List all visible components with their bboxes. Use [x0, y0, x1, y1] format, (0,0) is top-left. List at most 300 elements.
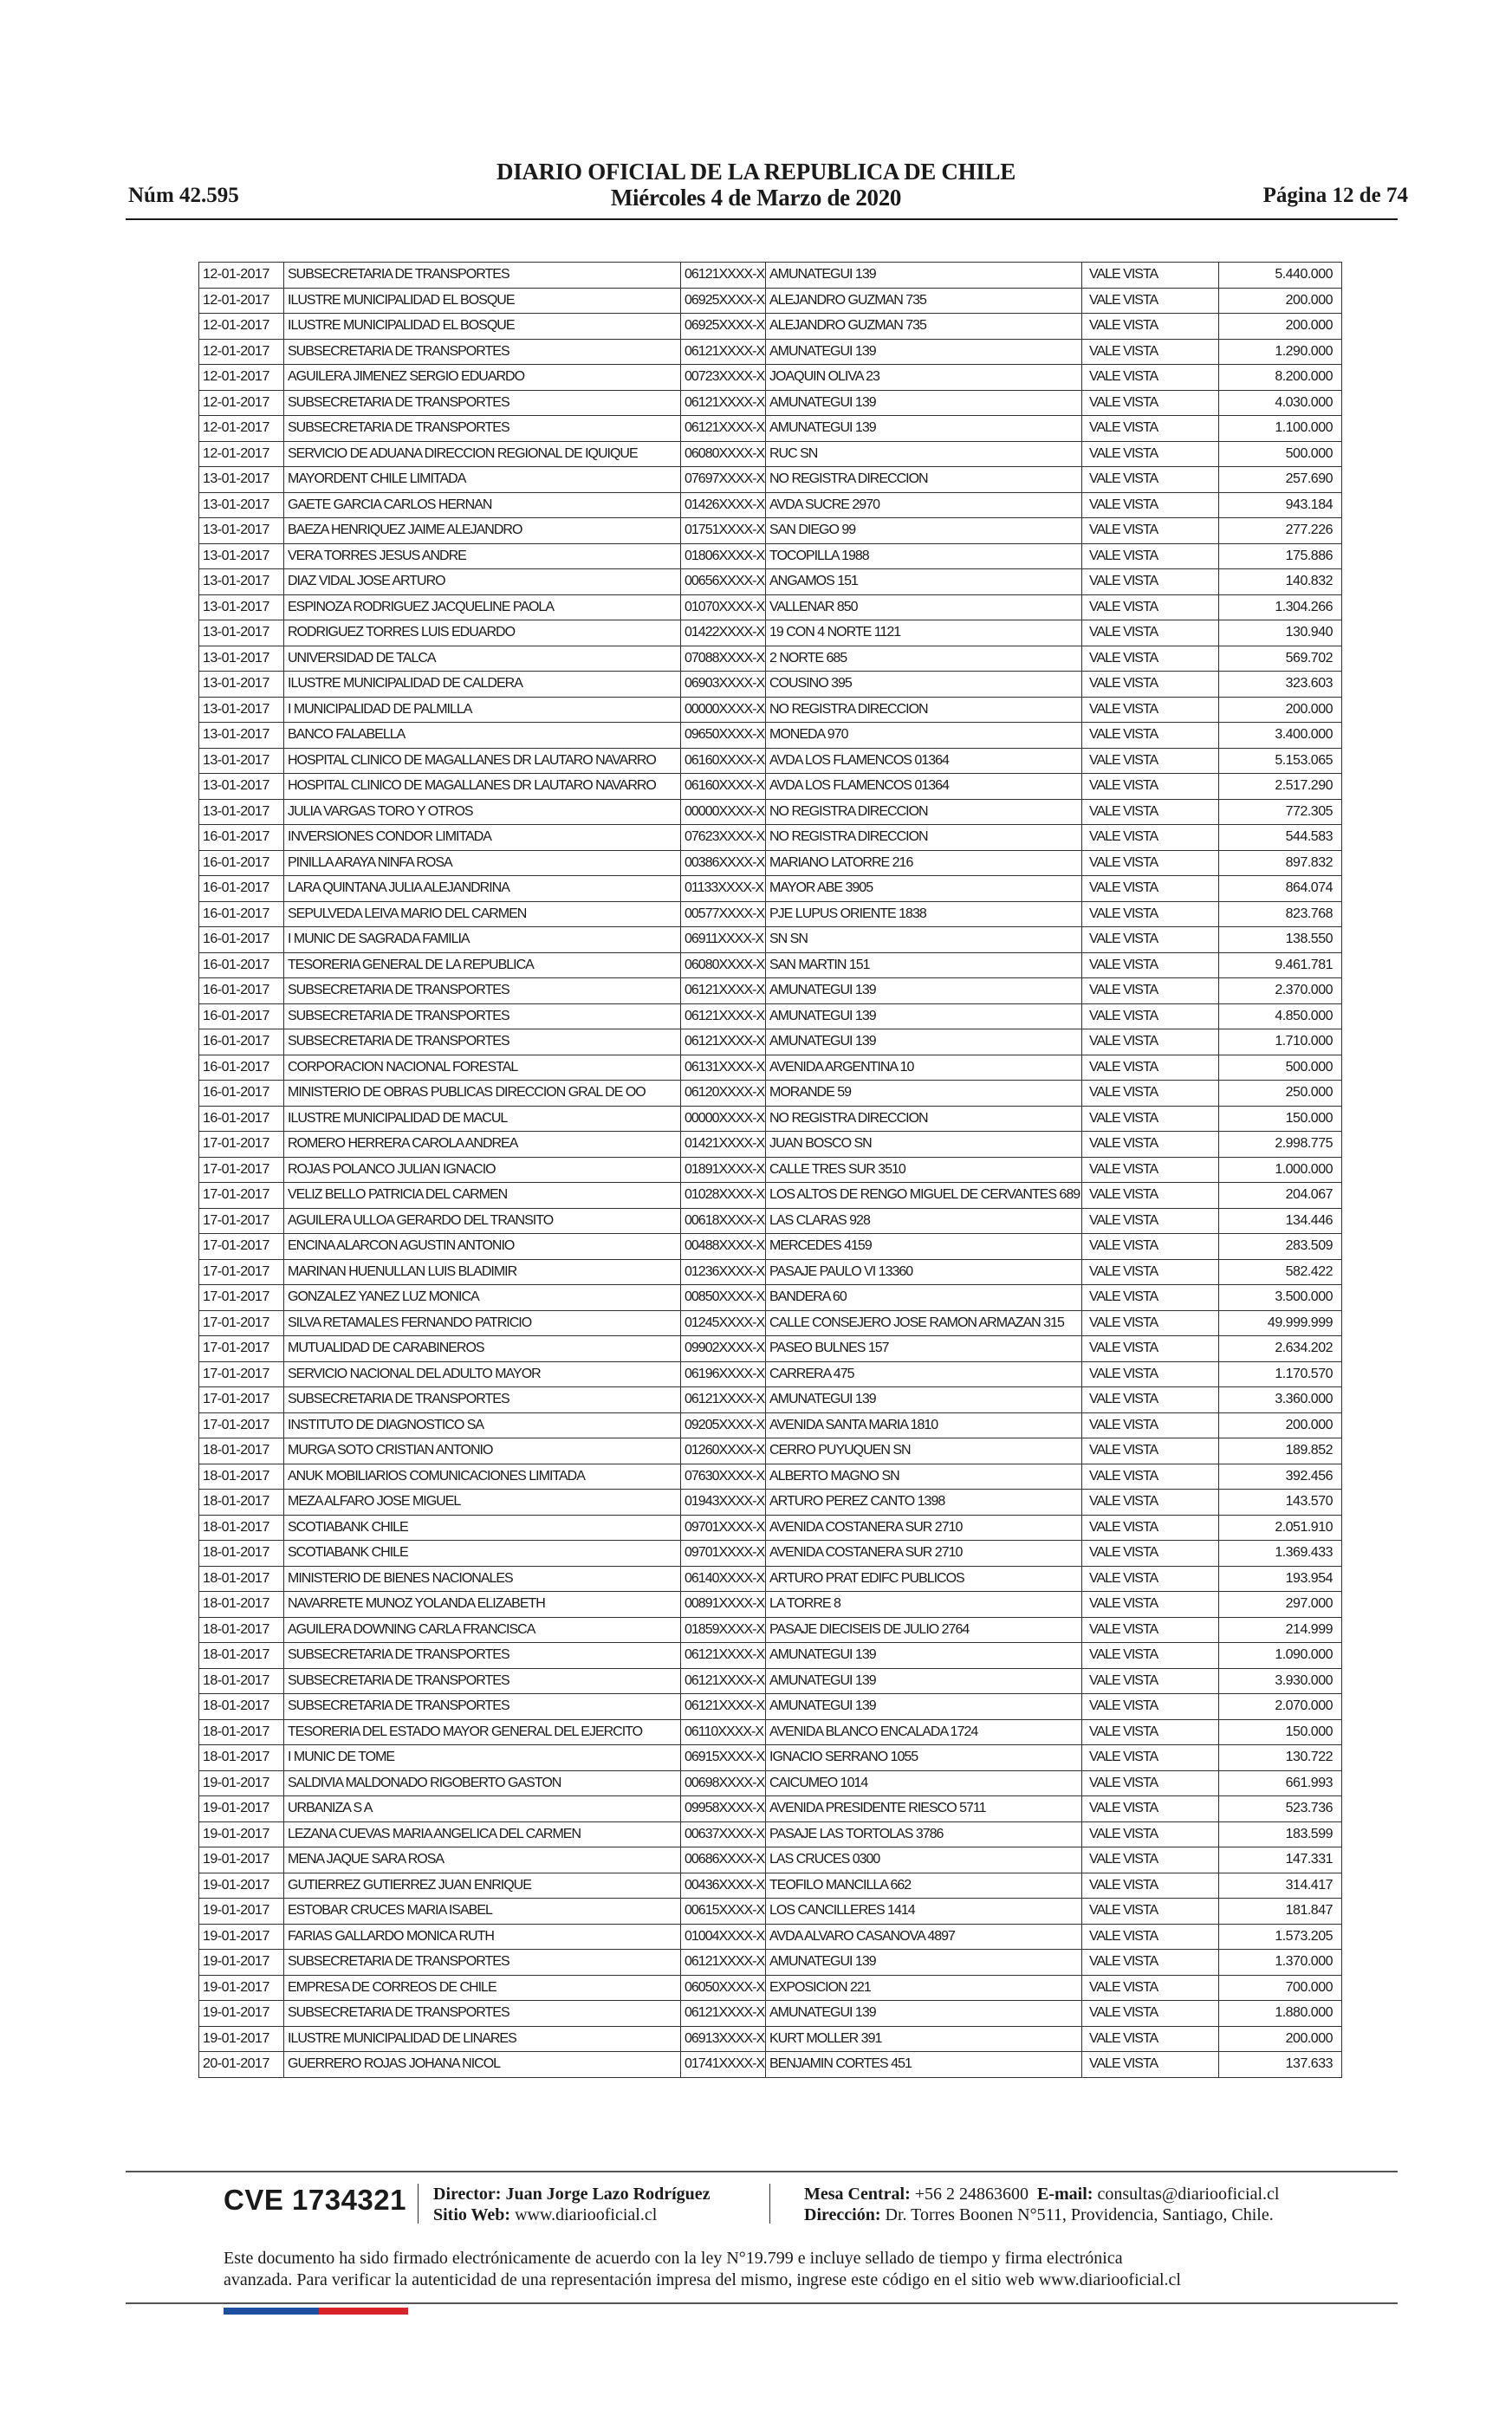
- cell-medio: VALE VISTA: [1082, 723, 1219, 749]
- cell-direccion: TOCOPILLA 1988: [766, 543, 1082, 569]
- cell-direccion: AVENIDA ARGENTINA 10: [766, 1055, 1082, 1081]
- cell-medio: VALE VISTA: [1082, 1899, 1219, 1925]
- cell-nombre: SUBSECRETARIA DE TRANSPORTES: [284, 1003, 681, 1029]
- cell-rut: 06120XXXX-X: [681, 1081, 766, 1107]
- table-row: [199, 1899, 1342, 1925]
- cell-nombre: GUTIERREZ GUTIERREZ JUAN ENRIQUE: [284, 1873, 681, 1899]
- cell-monto: 1.290.000: [1219, 339, 1342, 365]
- cell-rut: 06913XXXX-X: [681, 2026, 766, 2052]
- cell-direccion: AVDA LOS FLAMENCOS 01364: [766, 748, 1082, 774]
- cell-direccion: ALEJANDRO GUZMAN 735: [766, 314, 1082, 340]
- cell-monto: 200.000: [1219, 314, 1342, 340]
- publication-date: Miércoles 4 de Marzo de 2020: [610, 185, 902, 211]
- cell-medio: VALE VISTA: [1082, 1950, 1219, 1976]
- cell-fecha: 19-01-2017: [199, 1821, 284, 1847]
- website-label: Sitio Web:: [433, 2205, 511, 2224]
- cell-monto: 1.573.205: [1219, 1924, 1342, 1950]
- cell-rut: 00000XXXX-X: [681, 697, 766, 723]
- cell-direccion: AVENIDA COSTANERA SUR 2710: [766, 1515, 1082, 1541]
- cell-rut: 09701XXXX-X: [681, 1515, 766, 1541]
- cell-fecha: 12-01-2017: [199, 263, 284, 289]
- cell-medio: VALE VISTA: [1082, 850, 1219, 876]
- cell-monto: 283.509: [1219, 1234, 1342, 1260]
- cell-monto: 9.461.781: [1219, 952, 1342, 978]
- cell-fecha: 13-01-2017: [199, 543, 284, 569]
- director-label: Director:: [433, 2185, 502, 2204]
- cell-direccion: VALLENAR 850: [766, 594, 1082, 620]
- cell-monto: 5.440.000: [1219, 263, 1342, 289]
- cell-fecha: 18-01-2017: [199, 1566, 284, 1592]
- table-row: [199, 748, 1342, 774]
- cell-nombre: AGUILERA ULLOA GERARDO DEL TRANSITO: [284, 1208, 681, 1234]
- cell-medio: VALE VISTA: [1082, 2001, 1219, 2027]
- cell-fecha: 13-01-2017: [199, 569, 284, 595]
- table-row: [199, 1745, 1342, 1771]
- cell-medio: VALE VISTA: [1082, 1796, 1219, 1822]
- cell-monto: 140.832: [1219, 569, 1342, 595]
- cell-rut: 06160XXXX-X: [681, 774, 766, 800]
- table-row: [199, 1208, 1342, 1234]
- flag-stripe-red: [319, 2308, 408, 2315]
- cell-nombre: GAETE GARCIA CARLOS HERNAN: [284, 492, 681, 518]
- cell-direccion: SAN MARTIN 151: [766, 952, 1082, 978]
- table-row: [199, 901, 1342, 927]
- cell-fecha: 19-01-2017: [199, 1770, 284, 1796]
- page-number: Página 12 de 74: [1262, 184, 1408, 207]
- cell-monto: 1.369.433: [1219, 1541, 1342, 1567]
- table-row: [199, 1975, 1342, 2001]
- cell-nombre: INVERSIONES CONDOR LIMITADA: [284, 825, 681, 851]
- cell-monto: 1.880.000: [1219, 2001, 1342, 2027]
- cell-monto: 3.360.000: [1219, 1387, 1342, 1413]
- cell-direccion: AMUNATEGUI 139: [766, 2001, 1082, 2027]
- table-row: [199, 594, 1342, 620]
- cell-medio: VALE VISTA: [1082, 416, 1219, 442]
- cell-direccion: AMUNATEGUI 139: [766, 1387, 1082, 1413]
- cell-nombre: SUBSECRETARIA DE TRANSPORTES: [284, 2001, 681, 2027]
- cell-rut: 01806XXXX-X: [681, 543, 766, 569]
- cell-rut: 09958XXXX-X: [681, 1796, 766, 1822]
- cell-fecha: 13-01-2017: [199, 518, 284, 544]
- cell-monto: 2.051.910: [1219, 1515, 1342, 1541]
- table-row: [199, 288, 1342, 314]
- table-row: [199, 646, 1342, 672]
- table-row: [199, 927, 1342, 953]
- table-row: [199, 620, 1342, 646]
- cell-rut: 06121XXXX-X: [681, 1950, 766, 1976]
- cell-fecha: 16-01-2017: [199, 850, 284, 876]
- mesa-phone: +56 2 24863600: [914, 2185, 1029, 2204]
- table-row: [199, 1617, 1342, 1643]
- cell-rut: 06110XXXX-X: [681, 1719, 766, 1745]
- cell-medio: VALE VISTA: [1082, 569, 1219, 595]
- cell-direccion: 2 NORTE 685: [766, 646, 1082, 672]
- cell-rut: 01236XXXX-X: [681, 1259, 766, 1285]
- table-row: [199, 1336, 1342, 1362]
- table-row: [199, 543, 1342, 569]
- cell-direccion: NO REGISTRA DIRECCION: [766, 697, 1082, 723]
- cell-monto: 204.067: [1219, 1183, 1342, 1209]
- cell-monto: 2.070.000: [1219, 1694, 1342, 1720]
- cell-direccion: LAS CLARAS 928: [766, 1208, 1082, 1234]
- cell-medio: VALE VISTA: [1082, 1412, 1219, 1438]
- cell-monto: 2.370.000: [1219, 978, 1342, 1004]
- cell-rut: 07623XXXX-X: [681, 825, 766, 851]
- cell-rut: 06121XXXX-X: [681, 416, 766, 442]
- cell-monto: 2.998.775: [1219, 1132, 1342, 1158]
- cell-medio: VALE VISTA: [1082, 441, 1219, 467]
- cell-fecha: 18-01-2017: [199, 1668, 284, 1694]
- cell-monto: 523.736: [1219, 1796, 1342, 1822]
- director-name: Juan Jorge Lazo Rodríguez: [505, 2185, 711, 2204]
- cell-monto: 3.930.000: [1219, 1668, 1342, 1694]
- table-row: [199, 1234, 1342, 1260]
- cell-fecha: 13-01-2017: [199, 697, 284, 723]
- cell-rut: 01070XXXX-X: [681, 594, 766, 620]
- cell-nombre: FARIAS GALLARDO MONICA RUTH: [284, 1924, 681, 1950]
- cell-rut: 06121XXXX-X: [681, 1029, 766, 1055]
- cell-nombre: TESORERIA GENERAL DE LA REPUBLICA: [284, 952, 681, 978]
- cell-fecha: 12-01-2017: [199, 441, 284, 467]
- cell-fecha: 16-01-2017: [199, 876, 284, 902]
- cell-direccion: AMUNATEGUI 139: [766, 1694, 1082, 1720]
- cell-monto: 3.500.000: [1219, 1285, 1342, 1311]
- cell-medio: VALE VISTA: [1082, 1821, 1219, 1847]
- cell-nombre: ESPINOZA RODRIGUEZ JACQUELINE PAOLA: [284, 594, 681, 620]
- cell-monto: 1.304.266: [1219, 594, 1342, 620]
- cell-medio: VALE VISTA: [1082, 390, 1219, 416]
- cell-rut: 00386XXXX-X: [681, 850, 766, 876]
- table-row: [199, 2026, 1342, 2052]
- table-row: [199, 978, 1342, 1004]
- cell-nombre: MARINAN HUENULLAN LUIS BLADIMIR: [284, 1259, 681, 1285]
- cell-medio: VALE VISTA: [1082, 1668, 1219, 1694]
- cell-fecha: 12-01-2017: [199, 288, 284, 314]
- cell-rut: 01751XXXX-X: [681, 518, 766, 544]
- cell-fecha: 18-01-2017: [199, 1694, 284, 1720]
- cell-fecha: 13-01-2017: [199, 492, 284, 518]
- website-link[interactable]: www.diariooficial.cl: [515, 2205, 658, 2224]
- cell-fecha: 17-01-2017: [199, 1336, 284, 1362]
- cell-rut: 06121XXXX-X: [681, 978, 766, 1004]
- cell-nombre: DIAZ VIDAL JOSE ARTURO: [284, 569, 681, 595]
- cell-direccion: ALEJANDRO GUZMAN 735: [766, 288, 1082, 314]
- cell-monto: 189.852: [1219, 1438, 1342, 1464]
- table-row: [199, 2052, 1342, 2078]
- table-row: [199, 492, 1342, 518]
- cell-rut: 01133XXXX-X: [681, 876, 766, 902]
- cell-medio: VALE VISTA: [1082, 518, 1219, 544]
- table-row: [199, 697, 1342, 723]
- cell-direccion: CARRERA 475: [766, 1361, 1082, 1387]
- cell-fecha: 16-01-2017: [199, 1003, 284, 1029]
- cell-nombre: HOSPITAL CLINICO DE MAGALLANES DR LAUTARO NAVARRO: [284, 774, 681, 800]
- cell-fecha: 13-01-2017: [199, 594, 284, 620]
- cell-fecha: 18-01-2017: [199, 1617, 284, 1643]
- cell-direccion: PASAJE DIECISEIS DE JULIO 2764: [766, 1617, 1082, 1643]
- cell-monto: 147.331: [1219, 1847, 1342, 1873]
- cell-medio: VALE VISTA: [1082, 1566, 1219, 1592]
- cell-direccion: AVDA ALVARO CASANOVA 4897: [766, 1924, 1082, 1950]
- table-row: [199, 1924, 1342, 1950]
- cell-nombre: ILUSTRE MUNICIPALIDAD DE LINARES: [284, 2026, 681, 2052]
- cell-nombre: SCOTIABANK CHILE: [284, 1515, 681, 1541]
- cell-direccion: LA TORRE 8: [766, 1592, 1082, 1618]
- cell-direccion: MARIANO LATORRE 216: [766, 850, 1082, 876]
- cell-medio: VALE VISTA: [1082, 799, 1219, 825]
- cell-rut: 01260XXXX-X: [681, 1438, 766, 1464]
- cell-monto: 297.000: [1219, 1592, 1342, 1618]
- cell-monto: 2.634.202: [1219, 1336, 1342, 1362]
- cell-fecha: 18-01-2017: [199, 1464, 284, 1490]
- cell-fecha: 17-01-2017: [199, 1132, 284, 1158]
- cell-nombre: VELIZ BELLO PATRICIA DEL CARMEN: [284, 1183, 681, 1209]
- table-row: [199, 1412, 1342, 1438]
- cell-fecha: 16-01-2017: [199, 978, 284, 1004]
- table-row: [199, 825, 1342, 851]
- cell-rut: 09650XXXX-X: [681, 723, 766, 749]
- cell-nombre: AGUILERA DOWNING CARLA FRANCISCA: [284, 1617, 681, 1643]
- table-row: [199, 1643, 1342, 1669]
- cell-direccion: CALLE TRES SUR 3510: [766, 1157, 1082, 1183]
- cell-fecha: 19-01-2017: [199, 2026, 284, 2052]
- cell-medio: VALE VISTA: [1082, 1592, 1219, 1618]
- cell-medio: VALE VISTA: [1082, 1310, 1219, 1336]
- email-link[interactable]: consultas@diariooficial.cl: [1097, 2185, 1280, 2204]
- cell-monto: 943.184: [1219, 492, 1342, 518]
- cell-nombre: SERVICIO DE ADUANA DIRECCION REGIONAL DE IQUIQUE: [284, 441, 681, 467]
- cell-nombre: ESTOBAR CRUCES MARIA ISABEL: [284, 1899, 681, 1925]
- cell-monto: 4.030.000: [1219, 390, 1342, 416]
- cell-rut: 06925XXXX-X: [681, 314, 766, 340]
- cell-monto: 214.999: [1219, 1617, 1342, 1643]
- table-row: [199, 850, 1342, 876]
- cell-medio: VALE VISTA: [1082, 1438, 1219, 1464]
- cell-nombre: SUBSECRETARIA DE TRANSPORTES: [284, 1668, 681, 1694]
- cell-monto: 5.153.065: [1219, 748, 1342, 774]
- cell-nombre: BANCO FALABELLA: [284, 723, 681, 749]
- cell-fecha: 17-01-2017: [199, 1412, 284, 1438]
- cell-nombre: LEZANA CUEVAS MARIA ANGELICA DEL CARMEN: [284, 1821, 681, 1847]
- cell-monto: 200.000: [1219, 1412, 1342, 1438]
- table-row: [199, 1387, 1342, 1413]
- cell-direccion: AMUNATEGUI 139: [766, 978, 1082, 1004]
- cell-fecha: 19-01-2017: [199, 1950, 284, 1976]
- cell-medio: VALE VISTA: [1082, 1770, 1219, 1796]
- cell-nombre: HOSPITAL CLINICO DE MAGALLANES DR LAUTARO NAVARRO: [284, 748, 681, 774]
- cell-medio: VALE VISTA: [1082, 1132, 1219, 1158]
- cell-rut: 00723XXXX-X: [681, 365, 766, 391]
- cell-medio: VALE VISTA: [1082, 1081, 1219, 1107]
- cell-fecha: 19-01-2017: [199, 1924, 284, 1950]
- cell-monto: 582.422: [1219, 1259, 1342, 1285]
- cell-fecha: 12-01-2017: [199, 314, 284, 340]
- cell-monto: 137.633: [1219, 2052, 1342, 2078]
- cell-direccion: ANGAMOS 151: [766, 569, 1082, 595]
- footer-separator: [418, 2184, 419, 2224]
- cell-fecha: 16-01-2017: [199, 825, 284, 851]
- cell-rut: 06121XXXX-X: [681, 339, 766, 365]
- cell-medio: VALE VISTA: [1082, 1055, 1219, 1081]
- cell-fecha: 13-01-2017: [199, 672, 284, 698]
- table-row: [199, 723, 1342, 749]
- cell-direccion: CERRO PUYUQUEN SN: [766, 1438, 1082, 1464]
- table-row: [199, 2001, 1342, 2027]
- cell-medio: VALE VISTA: [1082, 748, 1219, 774]
- cell-rut: 01426XXXX-X: [681, 492, 766, 518]
- cell-rut: 09701XXXX-X: [681, 1541, 766, 1567]
- cell-nombre: SERVICIO NACIONAL DEL ADULTO MAYOR: [284, 1361, 681, 1387]
- table-row: [199, 1003, 1342, 1029]
- table-row: [199, 1490, 1342, 1516]
- legal-line-1: Este documento ha sido firmado electrónicamente de acuerdo con la ley N°19.799 e incluye sellado de tiempo y firma electrónica: [224, 2249, 1123, 2268]
- cell-monto: 500.000: [1219, 1055, 1342, 1081]
- cell-fecha: 17-01-2017: [199, 1310, 284, 1336]
- cell-direccion: AMUNATEGUI 139: [766, 1950, 1082, 1976]
- cell-direccion: AVDA SUCRE 2970: [766, 492, 1082, 518]
- cell-nombre: INSTITUTO DE DIAGNOSTICO SA: [284, 1412, 681, 1438]
- cell-fecha: 19-01-2017: [199, 1975, 284, 2001]
- cell-monto: 130.722: [1219, 1745, 1342, 1771]
- cell-nombre: SUBSECRETARIA DE TRANSPORTES: [284, 1387, 681, 1413]
- table-row: [199, 1157, 1342, 1183]
- cell-monto: 3.400.000: [1219, 723, 1342, 749]
- table-row: [199, 1770, 1342, 1796]
- cell-medio: VALE VISTA: [1082, 288, 1219, 314]
- cell-fecha: 13-01-2017: [199, 748, 284, 774]
- cell-monto: 823.768: [1219, 901, 1342, 927]
- table-row: [199, 952, 1342, 978]
- cell-direccion: COUSINO 395: [766, 672, 1082, 698]
- table-row: [199, 1106, 1342, 1132]
- cell-monto: 4.850.000: [1219, 1003, 1342, 1029]
- cell-nombre: ILUSTRE MUNICIPALIDAD EL BOSQUE: [284, 314, 681, 340]
- email-label: E-mail:: [1037, 2185, 1093, 2204]
- cell-nombre: ILUSTRE MUNICIPALIDAD DE MACUL: [284, 1106, 681, 1132]
- cell-rut: 00850XXXX-X: [681, 1285, 766, 1311]
- cell-direccion: NO REGISTRA DIRECCION: [766, 467, 1082, 493]
- cell-direccion: ALBERTO MAGNO SN: [766, 1464, 1082, 1490]
- cell-fecha: 18-01-2017: [199, 1515, 284, 1541]
- cell-nombre: SUBSECRETARIA DE TRANSPORTES: [284, 1694, 681, 1720]
- cve-code: CVE 1734321: [224, 2184, 406, 2216]
- records-table-body: [199, 263, 1342, 2078]
- cell-nombre: GONZALEZ YANEZ LUZ MONICA: [284, 1285, 681, 1311]
- cell-fecha: 12-01-2017: [199, 390, 284, 416]
- cell-nombre: VERA TORRES JESUS ANDRE: [284, 543, 681, 569]
- cell-monto: 1.000.000: [1219, 1157, 1342, 1183]
- cell-monto: 569.702: [1219, 646, 1342, 672]
- cell-nombre: JULIA VARGAS TORO Y OTROS: [284, 799, 681, 825]
- table-row: [199, 1694, 1342, 1720]
- cell-rut: 06121XXXX-X: [681, 263, 766, 289]
- cell-direccion: AVDA LOS FLAMENCOS 01364: [766, 774, 1082, 800]
- cell-fecha: 19-01-2017: [199, 1796, 284, 1822]
- table-row: [199, 441, 1342, 467]
- cell-monto: 314.417: [1219, 1873, 1342, 1899]
- cell-fecha: 16-01-2017: [199, 901, 284, 927]
- cell-medio: VALE VISTA: [1082, 1259, 1219, 1285]
- cell-fecha: 16-01-2017: [199, 1055, 284, 1081]
- cell-monto: 175.886: [1219, 543, 1342, 569]
- cell-medio: VALE VISTA: [1082, 697, 1219, 723]
- cell-rut: 01245XXXX-X: [681, 1310, 766, 1336]
- cell-medio: VALE VISTA: [1082, 543, 1219, 569]
- cell-medio: VALE VISTA: [1082, 1643, 1219, 1669]
- cell-medio: VALE VISTA: [1082, 492, 1219, 518]
- cell-monto: 257.690: [1219, 467, 1342, 493]
- cell-medio: VALE VISTA: [1082, 1719, 1219, 1745]
- cell-fecha: 16-01-2017: [199, 1106, 284, 1132]
- cell-fecha: 12-01-2017: [199, 339, 284, 365]
- table-row: [199, 1285, 1342, 1311]
- cell-rut: 00698XXXX-X: [681, 1770, 766, 1796]
- table-row: [199, 1566, 1342, 1592]
- cell-rut: 01422XXXX-X: [681, 620, 766, 646]
- cell-rut: 00615XXXX-X: [681, 1899, 766, 1925]
- cell-monto: 277.226: [1219, 518, 1342, 544]
- cell-medio: VALE VISTA: [1082, 876, 1219, 902]
- cell-medio: VALE VISTA: [1082, 1873, 1219, 1899]
- legal-line-2: avanzada. Para verificar la autenticidad de una representación impresa del mismo, ingrese este código en el sitio web www.diariooficial.cl: [224, 2270, 1181, 2289]
- cell-nombre: SILVA RETAMALES FERNANDO PATRICIO: [284, 1310, 681, 1336]
- cell-rut: 00686XXXX-X: [681, 1847, 766, 1873]
- cell-direccion: AMUNATEGUI 139: [766, 263, 1082, 289]
- cell-medio: VALE VISTA: [1082, 263, 1219, 289]
- table-row: [199, 1310, 1342, 1336]
- table-row: [199, 1592, 1342, 1618]
- cell-nombre: LARA QUINTANA JULIA ALEJANDRINA: [284, 876, 681, 902]
- cell-direccion: LAS CRUCES 0300: [766, 1847, 1082, 1873]
- cell-nombre: MUTUALIDAD DE CARABINEROS: [284, 1336, 681, 1362]
- cell-medio: VALE VISTA: [1082, 1694, 1219, 1720]
- cell-direccion: MERCEDES 4159: [766, 1234, 1082, 1260]
- cell-fecha: 16-01-2017: [199, 1081, 284, 1107]
- cell-medio: VALE VISTA: [1082, 646, 1219, 672]
- cell-direccion: NO REGISTRA DIRECCION: [766, 799, 1082, 825]
- cell-rut: 07088XXXX-X: [681, 646, 766, 672]
- cell-monto: 200.000: [1219, 2026, 1342, 2052]
- cell-fecha: 18-01-2017: [199, 1719, 284, 1745]
- cell-medio: VALE VISTA: [1082, 1003, 1219, 1029]
- cell-fecha: 17-01-2017: [199, 1183, 284, 1209]
- table-row: [199, 518, 1342, 544]
- table-row: [199, 1029, 1342, 1055]
- cell-medio: VALE VISTA: [1082, 2052, 1219, 2078]
- cell-fecha: 17-01-2017: [199, 1259, 284, 1285]
- cell-medio: VALE VISTA: [1082, 1234, 1219, 1260]
- table-row: [199, 1668, 1342, 1694]
- cell-direccion: AVENIDA BLANCO ENCALADA 1724: [766, 1719, 1082, 1745]
- cell-fecha: 18-01-2017: [199, 1643, 284, 1669]
- table-row: [199, 1719, 1342, 1745]
- cell-rut: 01004XXXX-X: [681, 1924, 766, 1950]
- cell-monto: 1.100.000: [1219, 416, 1342, 442]
- cell-direccion: RUC SN: [766, 441, 1082, 467]
- cell-direccion: NO REGISTRA DIRECCION: [766, 1106, 1082, 1132]
- cell-rut: 00637XXXX-X: [681, 1821, 766, 1847]
- cell-rut: 06121XXXX-X: [681, 1003, 766, 1029]
- cell-medio: VALE VISTA: [1082, 1029, 1219, 1055]
- cell-medio: VALE VISTA: [1082, 1490, 1219, 1516]
- cell-nombre: CORPORACION NACIONAL FORESTAL: [284, 1055, 681, 1081]
- cell-fecha: 12-01-2017: [199, 365, 284, 391]
- cell-medio: VALE VISTA: [1082, 1745, 1219, 1771]
- cell-direccion: LOS CANCILLERES 1414: [766, 1899, 1082, 1925]
- cell-medio: VALE VISTA: [1082, 1208, 1219, 1234]
- cell-medio: VALE VISTA: [1082, 672, 1219, 698]
- cell-monto: 49.999.999: [1219, 1310, 1342, 1336]
